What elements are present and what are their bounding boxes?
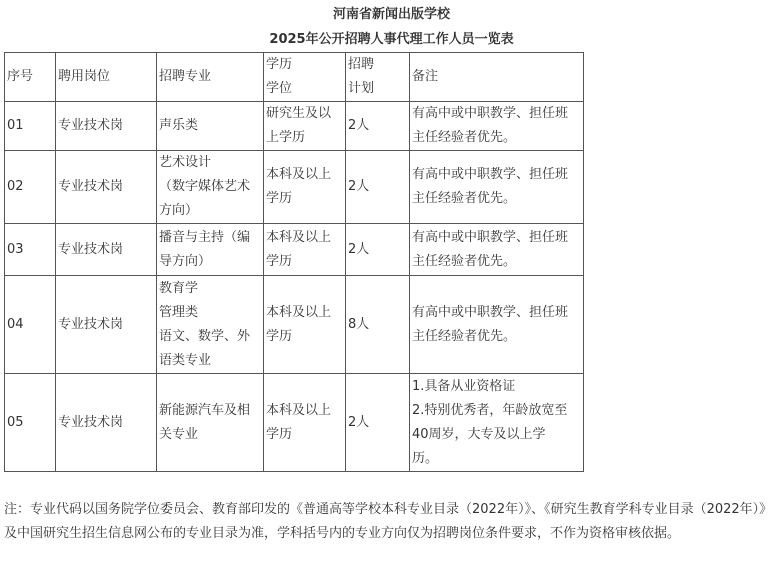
cell-major: 教育学 管理类 语文、数学、外 语类专业	[157, 276, 264, 374]
cell-major: 新能源汽车及相 关专业	[157, 374, 264, 472]
cell-plan: 8人	[346, 276, 410, 374]
cell-remark: 1.具备从业资格证 2.特别优秀者，年龄放宽至 40周岁，大专及以上学 历。	[410, 374, 584, 472]
header-degree: 学历 学位	[264, 53, 346, 102]
cell-major: 播音与主持（编 导方向）	[157, 224, 264, 276]
cell-post: 专业技术岗	[56, 374, 157, 472]
header-remark: 备注	[410, 53, 584, 102]
cell-no: 05	[5, 374, 56, 472]
cell-remark: 有高中或中职教学、担任班 主任经验者优先。	[410, 276, 584, 374]
header-plan: 招聘 计划	[346, 53, 410, 102]
document-title: 河南省新闻出版学校	[332, 7, 450, 22]
cell-degree: 本科及以上 学历	[264, 374, 346, 472]
cell-plan: 2人	[346, 224, 410, 276]
cell-major: 声乐类	[157, 102, 264, 151]
cell-plan: 2人	[346, 151, 410, 224]
table-row	[5, 276, 584, 374]
cell-no: 02	[5, 151, 56, 224]
cell-post: 专业技术岗	[56, 276, 157, 374]
cell-major: 艺术设计 （数字媒体艺术 方向）	[157, 151, 264, 224]
header-major: 招聘专业	[157, 53, 264, 102]
table-row	[5, 151, 584, 224]
cell-plan: 2人	[346, 102, 410, 151]
header-post: 聘用岗位	[56, 53, 157, 102]
table-title: 2025年公开招聘人事代理工作人员一览表	[269, 32, 514, 47]
cell-remark: 有高中或中职教学、担任班 主任经验者优先。	[410, 102, 584, 151]
cell-post: 专业技术岗	[56, 151, 157, 224]
cell-post: 专业技术岗	[56, 224, 157, 276]
cell-no: 01	[5, 102, 56, 151]
table-row	[5, 224, 584, 276]
footnote: 注：专业代码以国务院学位委员会、教育部印发的《普通高等学校本科专业目录（2022年）》、《研究生教育学科专业目录（2022年）》及中国研究生招生信息网公布的专业目录为准，学科括号内的专业方向仅为招聘岗位条件要求，不作为资格审核依据。	[4, 502, 773, 541]
table-row	[5, 374, 584, 472]
cell-degree: 研究生及以 上学历	[264, 102, 346, 151]
cell-degree: 本科及以上 学历	[264, 151, 346, 224]
cell-degree: 本科及以上 学历	[264, 276, 346, 374]
table-header-row	[5, 53, 584, 102]
cell-post: 专业技术岗	[56, 102, 157, 151]
cell-no: 04	[5, 276, 56, 374]
recruitment-table	[4, 52, 584, 472]
cell-degree: 本科及以上 学历	[264, 224, 346, 276]
cell-remark: 有高中或中职教学、担任班 主任经验者优先。	[410, 224, 584, 276]
cell-no: 03	[5, 224, 56, 276]
cell-remark: 有高中或中职教学、担任班 主任经验者优先。	[410, 151, 584, 224]
cell-plan: 2人	[346, 374, 410, 472]
header-no: 序号	[5, 53, 56, 102]
table-row	[5, 102, 584, 151]
